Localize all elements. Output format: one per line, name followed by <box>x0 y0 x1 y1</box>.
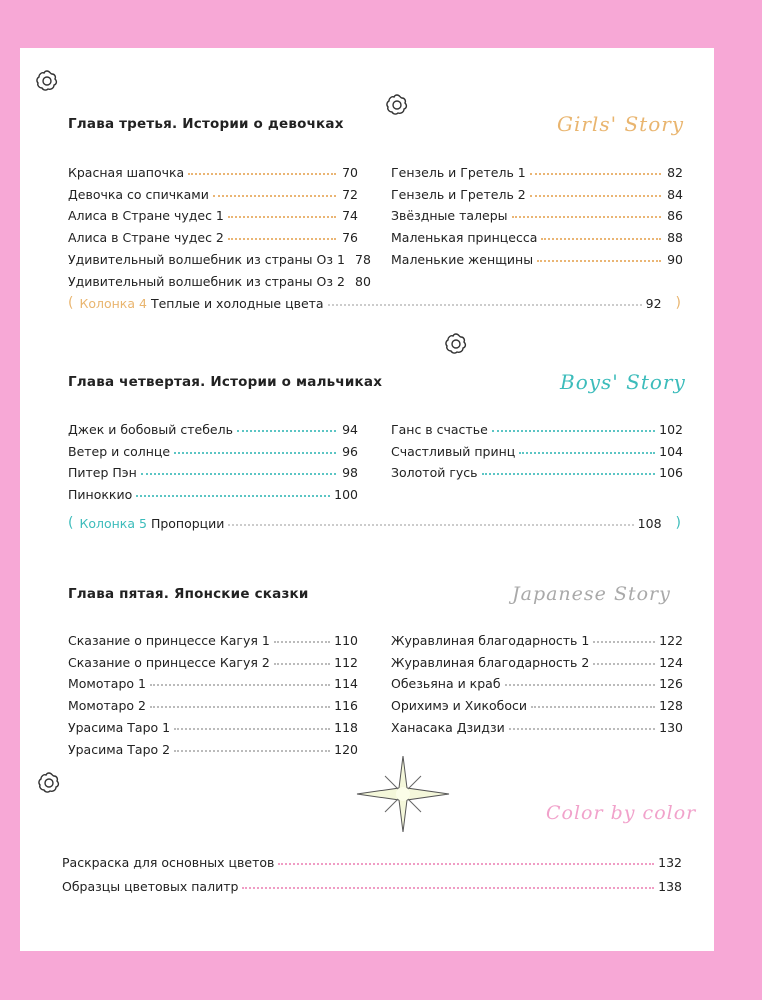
dot-leader <box>537 260 661 262</box>
chapter4-heading: Глава четвертая. Истории о мальчиках <box>68 374 383 390</box>
toc-entry[interactable] <box>68 670 358 692</box>
flower-icon <box>34 68 60 94</box>
entry-page-number: 80 <box>355 273 371 289</box>
toc-entry[interactable] <box>68 626 358 648</box>
entry-title: Питер Пэн <box>68 465 137 481</box>
chapter3-heading: Глава третья. Истории о девочках <box>68 116 344 132</box>
entry-page-number: 116 <box>334 698 358 714</box>
toc-entry[interactable] <box>68 459 358 481</box>
dot-leader <box>512 216 662 218</box>
toc-entry[interactable] <box>391 180 683 202</box>
dot-leader <box>228 524 633 526</box>
entry-page-number: 124 <box>659 654 683 670</box>
entry-page-number: 84 <box>667 186 683 202</box>
entry-title: Джек и бобовый стебель <box>68 421 233 437</box>
column-label: Колонка 5 <box>79 516 147 531</box>
bracket: ( <box>68 515 74 531</box>
entry-title: Сказание о принцессе Кагуя 2 <box>68 654 270 670</box>
entry-title: Алиса в Стране чудес 1 <box>68 208 224 224</box>
entry-page-number: 72 <box>342 186 358 202</box>
dot-leader <box>237 430 336 432</box>
toc-entry[interactable] <box>62 870 682 894</box>
toc-entry[interactable] <box>391 459 683 481</box>
dot-leader <box>228 216 336 218</box>
bracket: ) <box>675 295 681 311</box>
entry-title: Пиноккио <box>68 487 133 503</box>
toc-entry[interactable] <box>68 223 358 245</box>
entry-page-number: 126 <box>659 676 683 692</box>
dot-leader <box>519 452 655 454</box>
entry-title: Раскраска для основных цветов <box>62 855 275 870</box>
chapter4-right-list <box>391 415 683 480</box>
entry-title: Момотаро 1 <box>68 676 146 692</box>
toc-entry[interactable] <box>391 713 683 735</box>
entry-title: Удивительный волшебник из страны Оз 2 <box>68 273 345 289</box>
toc-entry[interactable] <box>68 267 371 289</box>
toc-entry[interactable] <box>391 648 683 670</box>
toc-entry[interactable] <box>68 691 358 713</box>
dot-leader <box>174 452 336 454</box>
toc-entry[interactable] <box>68 158 358 180</box>
toc-entry[interactable] <box>391 223 683 245</box>
colorbycolor-list <box>62 846 682 894</box>
entry-title: Удивительный волшебник из страны Оз 1 <box>68 251 345 267</box>
dot-leader <box>141 473 336 475</box>
toc-entry[interactable] <box>391 670 683 692</box>
entry-title: Золотой гусь <box>391 465 478 481</box>
entry-page-number: 90 <box>667 251 683 267</box>
entry-title: Теплые и холодные цвета <box>150 296 324 311</box>
entry-page-number: 92 <box>645 296 662 311</box>
toc-entry[interactable] <box>391 158 683 180</box>
dot-leader <box>274 663 330 665</box>
entry-title: Момотаро 2 <box>68 698 146 714</box>
dot-leader <box>136 495 330 497</box>
dot-leader <box>509 728 655 730</box>
entry-title: Гензель и Гретель 2 <box>391 186 526 202</box>
dot-leader <box>530 195 661 197</box>
entry-title: Урасима Таро 1 <box>68 719 171 735</box>
dot-leader <box>541 238 661 240</box>
entry-title: Девочка со спичками <box>68 186 209 202</box>
entry-page-number: 130 <box>659 719 683 735</box>
entry-page-number: 106 <box>659 465 683 481</box>
chapter5-heading: Глава пятая. Японские сказки <box>68 586 309 602</box>
entry-title: Ганс в счастье <box>391 421 488 437</box>
entry-page-number: 128 <box>659 698 683 714</box>
dot-leader <box>593 663 655 665</box>
entry-title: Урасима Таро 2 <box>68 741 171 757</box>
entry-page-number: 94 <box>342 421 358 437</box>
toc-entry[interactable] <box>68 437 358 459</box>
toc-entry[interactable] <box>391 415 683 437</box>
entry-title: Ветер и солнце <box>68 443 171 459</box>
entry-page-number: 102 <box>659 421 683 437</box>
toc-entry[interactable] <box>68 735 358 757</box>
dot-leader <box>492 430 655 432</box>
entry-title: Гензель и Гретель 1 <box>391 164 526 180</box>
dot-leader <box>213 195 336 197</box>
entry-page-number: 100 <box>334 487 358 503</box>
entry-page-number: 96 <box>342 443 358 459</box>
entry-page-number: 78 <box>355 251 371 267</box>
dot-leader <box>150 706 330 708</box>
toc-entry[interactable] <box>391 626 683 648</box>
entry-title: Маленькие женщины <box>391 251 534 267</box>
dot-leader <box>530 173 661 175</box>
entry-title: Ханасака Дзидзи <box>391 719 505 735</box>
entry-page-number: 98 <box>342 465 358 481</box>
toc-entry[interactable] <box>68 648 358 670</box>
toc-entry[interactable] <box>68 180 358 202</box>
toc-entry[interactable] <box>391 245 683 267</box>
dot-leader <box>274 641 330 643</box>
dot-leader <box>278 863 654 865</box>
entry-title: Красная шапочка <box>68 164 185 180</box>
toc-entry[interactable] <box>391 691 683 713</box>
chapter4-script-title: Boys' Story <box>560 370 686 394</box>
entry-title: Журавлиная благодарность 2 <box>391 654 590 670</box>
toc-entry[interactable] <box>391 437 683 459</box>
dot-leader <box>150 684 330 686</box>
entry-title: Маленькая принцесса <box>391 230 538 246</box>
entry-page-number: 104 <box>659 443 683 459</box>
dot-leader <box>174 728 330 730</box>
sparkle-icon <box>355 754 451 834</box>
dot-leader <box>188 173 336 175</box>
dot-leader <box>328 304 642 306</box>
entry-page-number: 120 <box>334 741 358 757</box>
chapter3-left-list <box>68 158 371 289</box>
entry-page-number: 82 <box>667 164 683 180</box>
toc-entry[interactable] <box>68 415 358 437</box>
bracket: ) <box>675 515 681 531</box>
flower-icon <box>36 770 62 796</box>
dot-leader <box>531 706 655 708</box>
entry-title: Журавлиная благодарность 1 <box>391 632 590 648</box>
entry-page-number: 108 <box>637 516 662 531</box>
toc-entry[interactable] <box>68 202 358 224</box>
chapter4-column-entry[interactable] <box>62 511 687 531</box>
bracket: ( <box>68 295 74 311</box>
dot-leader <box>593 641 655 643</box>
entry-page-number: 74 <box>342 208 358 224</box>
entry-title: Счастливый принц <box>391 443 516 459</box>
entry-page-number: 122 <box>659 632 683 648</box>
toc-entry[interactable] <box>68 245 371 267</box>
dot-leader <box>242 887 654 889</box>
column-label: Колонка 4 <box>79 296 147 311</box>
dot-leader <box>174 750 330 752</box>
colorbycolor-script-title: Color by color <box>546 802 697 824</box>
entry-page-number: 112 <box>334 654 358 670</box>
entry-title: Обезьяна и краб <box>391 676 501 692</box>
chapter3-column-entry[interactable] <box>62 291 687 311</box>
entry-page-number: 76 <box>342 230 358 246</box>
entry-title: Сказание о принцессе Кагуя 1 <box>68 632 270 648</box>
dot-leader <box>482 473 656 475</box>
dot-leader <box>228 238 336 240</box>
chapter5-left-list <box>68 626 358 757</box>
entry-page-number: 114 <box>334 676 358 692</box>
entry-page-number: 110 <box>334 632 358 648</box>
entry-page-number: 138 <box>658 879 682 894</box>
entry-title: Алиса в Стране чудес 2 <box>68 230 224 246</box>
toc-entry[interactable] <box>62 846 682 870</box>
toc-entry[interactable] <box>68 713 358 735</box>
chapter5-right-list <box>391 626 683 735</box>
entry-page-number: 118 <box>334 719 358 735</box>
entry-title: Образцы цветовых палитр <box>62 879 239 894</box>
entry-title: Звёздные талеры <box>391 208 508 224</box>
chapter4-left-list <box>68 415 358 502</box>
toc-entry[interactable] <box>391 202 683 224</box>
chapter3-script-title: Girls' Story <box>557 112 685 136</box>
entry-title: Орихимэ и Хикобоси <box>391 698 528 714</box>
entry-page-number: 86 <box>667 208 683 224</box>
entry-page-number: 88 <box>667 230 683 246</box>
chapter3-right-list <box>391 158 683 267</box>
entry-title: Пропорции <box>150 516 225 531</box>
flower-icon <box>443 331 469 357</box>
flower-icon <box>384 92 410 118</box>
chapter5-script-title: Japanese Story <box>512 583 671 605</box>
entry-page-number: 132 <box>658 855 682 870</box>
entry-page-number: 70 <box>342 164 358 180</box>
toc-entry[interactable] <box>68 480 358 502</box>
dot-leader <box>505 684 656 686</box>
